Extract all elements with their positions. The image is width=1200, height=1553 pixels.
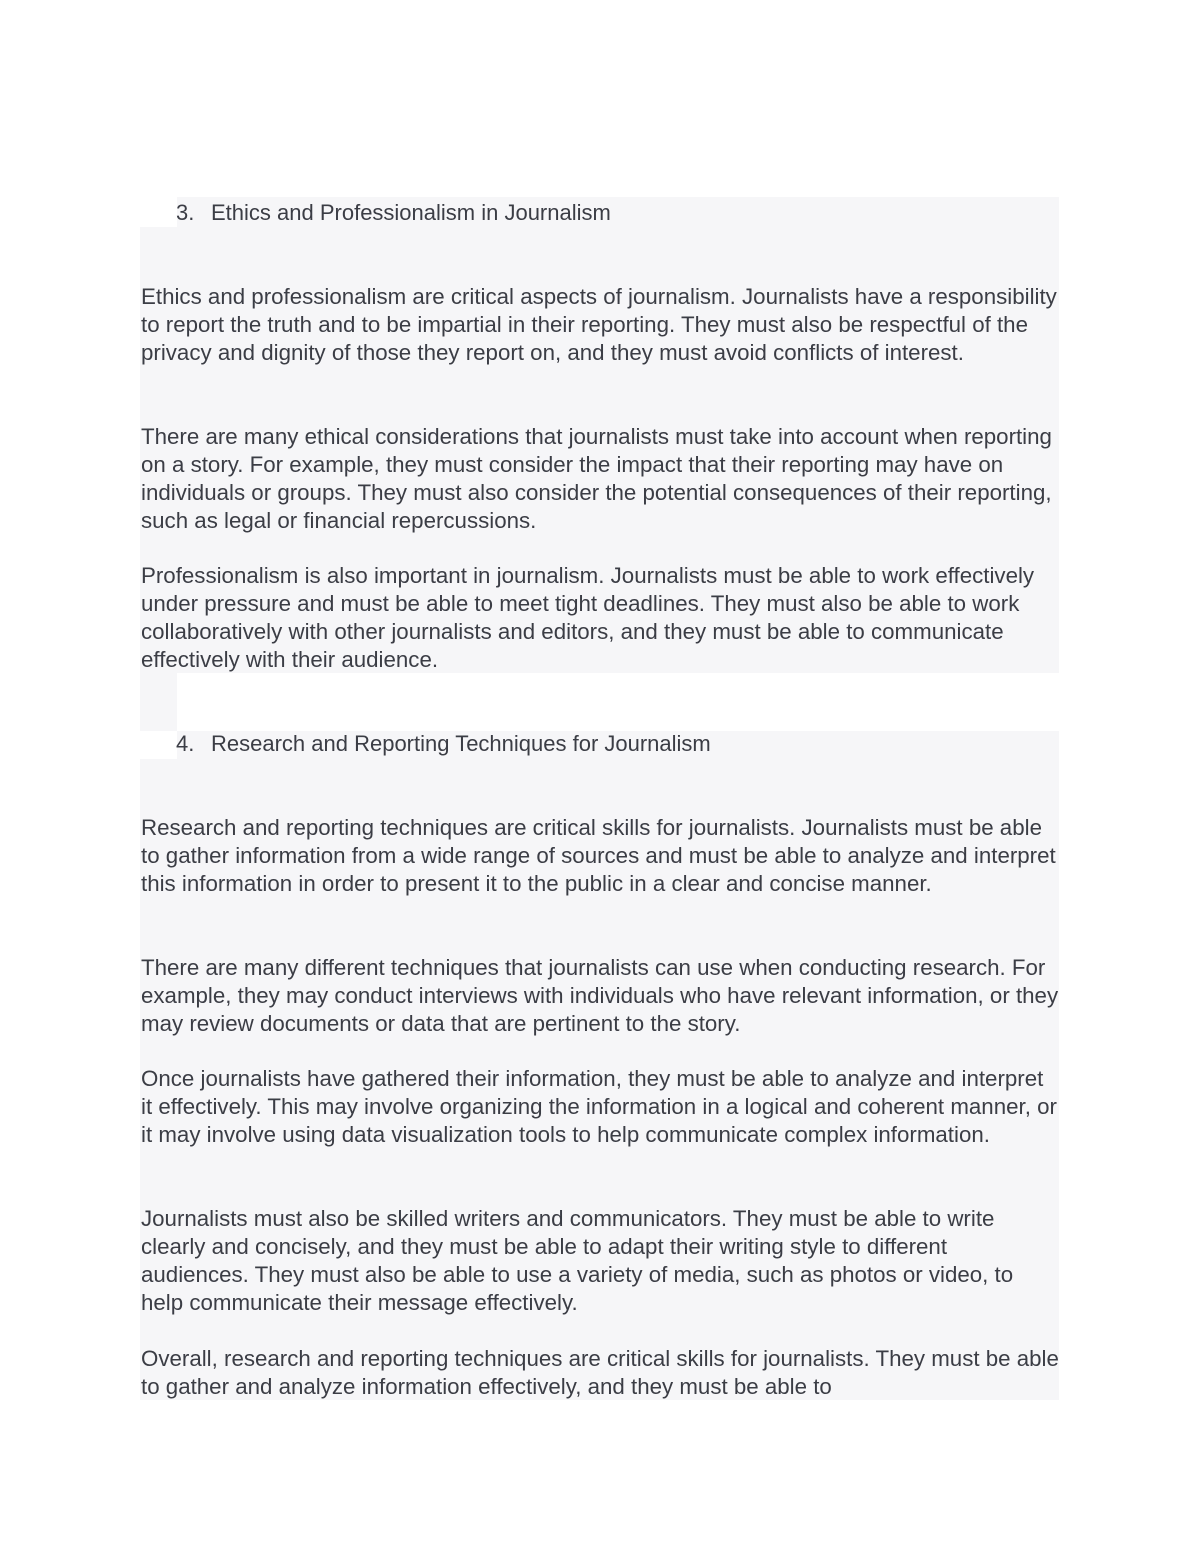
section-3-paragraph-3: Professionalism is also important in journalism. Journalists must be able to work effectively under pressure and must be able to meet tight deadlines. They must also be able to work collaboratively with other journalists and editors, and they must be able to communicate effectively with their audience. <box>141 563 1035 672</box>
section-3-paragraph-2: There are many ethical considerations that journalists must take into account when reporting on a story. For example, they must consider the impact that their reporting may have on individuals or groups. They must also consider the potential consequences of their reporting, such as legal or financial repercussions. <box>141 424 1052 533</box>
section-4-number: 4. <box>176 731 195 756</box>
section-4-paragraph-1: Research and reporting techniques are critical skills for journalists. Journalists must be able to gather information from a wide range of sources and must be able to analyze and interpret this information in order to present it to the public in a clear and concise manner. <box>141 815 1056 896</box>
section-4-paragraph-2: There are many different techniques that journalists can use when conducting research. For example, they may conduct interviews with individuals who have relevant information, or they may review documents or data that are pertinent to the story. <box>141 955 1059 1036</box>
section-3-title: Ethics and Professionalism in Journalism <box>211 200 611 225</box>
section-4-paragraph-3: Once journalists have gathered their information, they must be able to analyze and interpret it effectively. This may involve organizing the information in a logical and coherent manner, or it may involve using data visualization tools to help communicate complex information. <box>141 1066 1057 1147</box>
section-4-paragraph-4: Journalists must also be skilled writers and communicators. They must be able to write clearly and concisely, and they must be able to adapt their writing style to different audiences. They must also be able to use a variety of media, such as photos or video, to help communicate their message effectively. <box>141 1206 1014 1315</box>
section-4-title: Research and Reporting Techniques for Journalism <box>211 731 711 756</box>
section-3-number: 3. <box>176 200 195 225</box>
section-4-paragraph-5: Overall, research and reporting techniques are critical skills for journalists. They must be able to gather and analyze information effectively, and they must be able to <box>141 1346 1059 1399</box>
section-3-paragraph-1: Ethics and professionalism are critical aspects of journalism. Journalists have a responsibility to report the truth and to be impartial in their reporting. They must also be respectful of the privacy and dignity of those they report on, and they must avoid conflicts of interest. <box>141 284 1057 365</box>
section-gap-background <box>140 673 177 731</box>
